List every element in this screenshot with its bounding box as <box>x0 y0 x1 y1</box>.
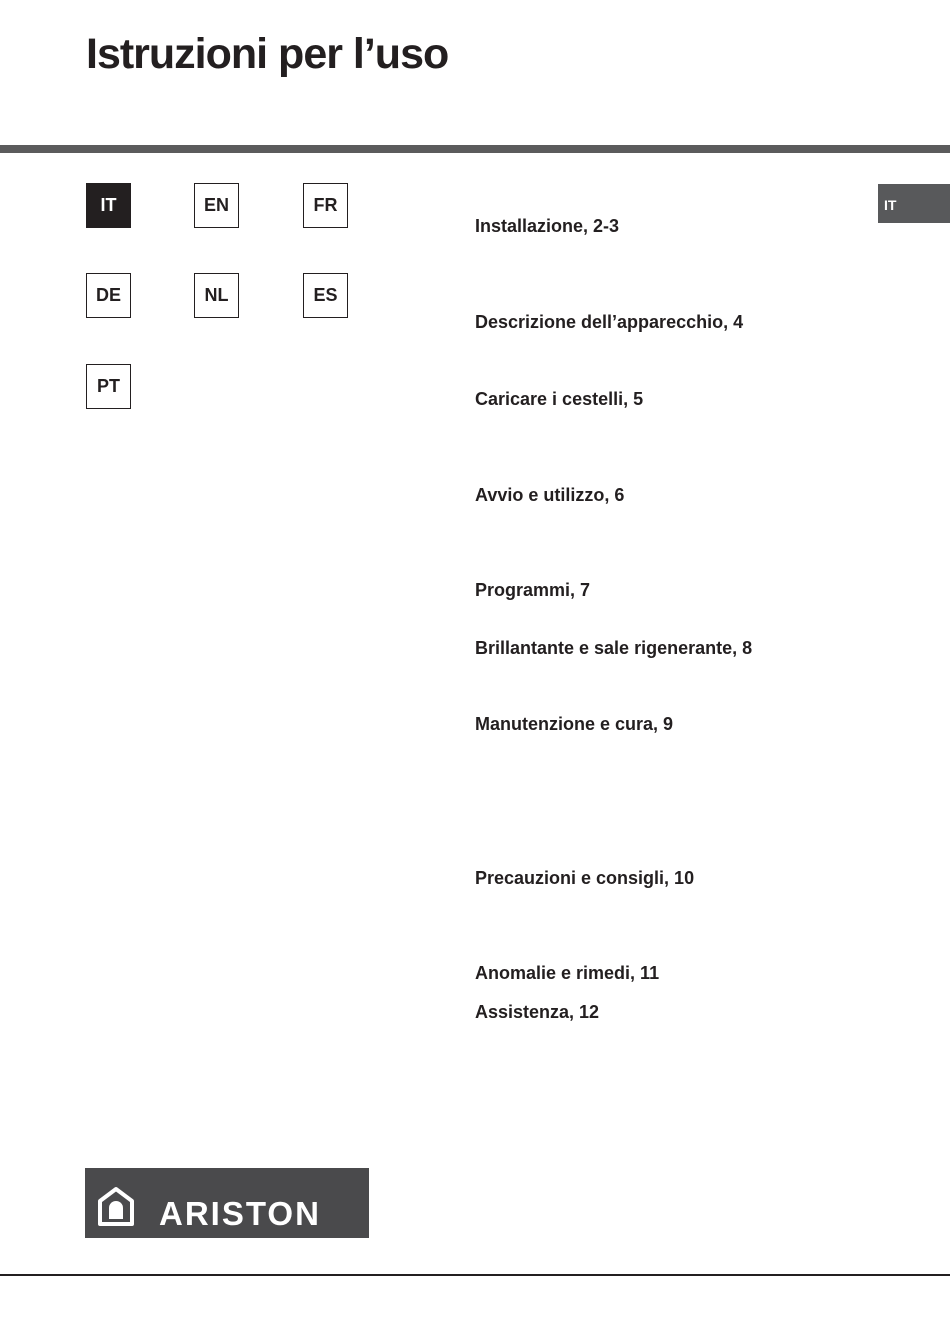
toc-precauzioni[interactable]: Precauzioni e consigli, 10 <box>475 868 695 888</box>
toc-brillantante[interactable]: Brillantante e sale rigenerante, 8 <box>475 638 753 658</box>
footer-rule <box>0 1274 950 1276</box>
toc-manutenzione[interactable]: Manutenzione e cura, 9 <box>475 714 674 734</box>
language-it[interactable]: IT <box>86 183 131 228</box>
toc-assistenza[interactable]: Assistenza, 12 <box>475 1002 600 1022</box>
house-icon <box>97 1186 135 1226</box>
language-pt[interactable]: PT <box>86 364 131 409</box>
header-rule <box>0 145 950 153</box>
language-fr[interactable]: FR <box>303 183 348 228</box>
language-nl[interactable]: NL <box>194 273 239 318</box>
toc-programmi[interactable]: Programmi, 7 <box>475 580 591 600</box>
toc-descrizione[interactable]: Descrizione dell’apparecchio, 4 <box>475 312 744 332</box>
brand-name: ARISTON <box>159 1195 321 1232</box>
ariston-logo <box>85 1168 369 1238</box>
language-es[interactable]: ES <box>303 273 348 318</box>
language-en[interactable]: EN <box>194 183 239 228</box>
page-title: Istruzioni per l’uso <box>86 30 449 78</box>
toc-avvio-utilizzo[interactable]: Avvio e utilizzo, 6 <box>475 485 625 505</box>
toc-anomalie[interactable]: Anomalie e rimedi, 11 <box>475 963 660 983</box>
language-de[interactable]: DE <box>86 273 131 318</box>
toc-installazione[interactable]: Installazione, 2-3 <box>475 216 620 236</box>
toc-caricare-cestelli[interactable]: Caricare i cestelli, 5 <box>475 389 644 409</box>
language-side-tab: IT <box>878 184 950 223</box>
